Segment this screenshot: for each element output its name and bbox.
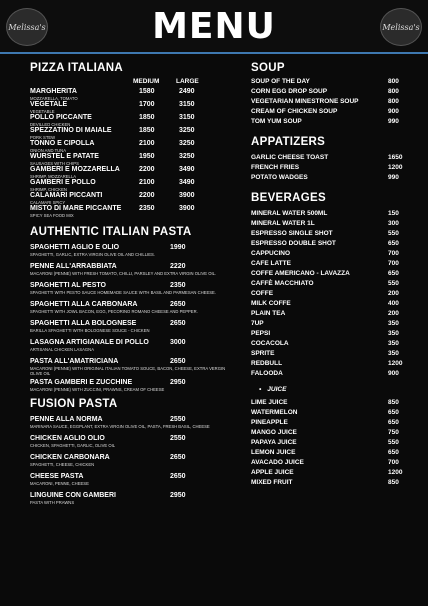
item-price: 800 (388, 88, 399, 95)
item-price: 990 (388, 174, 399, 181)
item-name: PENNE ALLA NORMA (30, 416, 103, 424)
large-header: LARGE (176, 78, 199, 85)
menu-item (251, 479, 406, 489)
item-name: TOM YUM SOUP (251, 118, 302, 125)
menu-item (251, 108, 406, 118)
item-name: SPEZZATINO DI MAIALE (30, 127, 112, 134)
item-price: 1200 (388, 469, 403, 476)
item-description: SPAGHETTI WITH PESTO SAUCE HOMEMADE SAUCE WITH BASIL AND PARMESAN CHEESE. (30, 289, 216, 295)
item-name: COFFE AMERICANO - LAVAZZA (251, 270, 350, 277)
menu-item (251, 469, 406, 479)
item-name: AVACADO JUICE (251, 459, 304, 466)
item-name: FRENCH FRIES (251, 164, 300, 171)
menu-item (251, 154, 406, 164)
medium-price: 2200 (139, 166, 155, 173)
section-title-beverages: BEVERAGES (251, 192, 326, 204)
menu-item (251, 429, 406, 439)
item-name: ESPRESSO SINGLE SHOT (251, 230, 333, 237)
item-price: 350 (388, 350, 399, 357)
item-name: COFFE (251, 290, 274, 297)
item-price: 400 (388, 300, 399, 307)
item-description: MACARONI (PENNE) WITH ORIGINAL ITALIAN TOMATO SOUCE, BACON, CHEESE, EXTRA VERGIN OLIVE OIL (30, 365, 226, 376)
item-name: POLLO PICCANTE (30, 114, 92, 121)
section-title-fusion: FUSION PASTA (30, 398, 118, 411)
item-name: CAFE LATTE (251, 260, 291, 267)
item-name: 7UP (251, 320, 264, 327)
item-price: 150 (388, 210, 399, 217)
section-title-juice: • JUICE (259, 386, 406, 393)
item-name: MANGO JUICE (251, 429, 297, 436)
menu-item (30, 301, 230, 317)
medium-price: 2100 (139, 140, 155, 147)
menu-item (251, 280, 406, 290)
section-title-soup: SOUP (251, 62, 285, 74)
left-column (30, 60, 230, 511)
menu-item (251, 174, 406, 184)
item-price: 650 (388, 409, 399, 416)
item-price: 700 (388, 260, 399, 267)
juice-list (251, 399, 406, 489)
fusion-list (30, 416, 230, 508)
item-price: 550 (388, 230, 399, 237)
item-price: 700 (388, 250, 399, 257)
item-name: CHICKEN CARBONARA (30, 454, 110, 462)
menu-item (251, 449, 406, 459)
menu-item (30, 127, 230, 140)
item-name: SPRITE (251, 350, 275, 357)
item-description: SPAGHETTI, CHEESE, CHICKEN (30, 462, 95, 468)
menu-item (251, 78, 406, 88)
restaurant-logo-right (380, 8, 422, 46)
large-price: 3490 (179, 179, 195, 186)
item-price: 350 (388, 320, 399, 327)
item-price: 1200 (388, 360, 403, 367)
item-price: 1650 (388, 154, 403, 161)
item-name: VEGETARIAN MINESTRONE SOUP (251, 98, 359, 105)
menu-item (30, 179, 230, 192)
item-price: 200 (388, 310, 399, 317)
menu-item (251, 459, 406, 469)
item-price: 2650 (170, 301, 186, 308)
large-price: 3250 (179, 140, 195, 147)
medium-price: 2100 (139, 179, 155, 186)
item-name: POTATO WADGES (251, 174, 308, 181)
item-name: WATERMELON (251, 409, 298, 416)
item-price: 700 (388, 459, 399, 466)
item-name: SPAGHETTI ALLA CARBONARA (30, 301, 138, 308)
item-description: BARILLA SPAGHETTI WITH BOLOGNESE SOUCE - CHICKEN (30, 327, 150, 333)
item-name: PASTA GAMBERI E ZUCCHINE (30, 379, 133, 387)
item-price: 550 (388, 439, 399, 446)
item-description: DEVILLED CHICKEN (30, 121, 71, 127)
item-price: 3000 (170, 339, 186, 346)
menu-item (251, 350, 406, 360)
item-name: SOUP OF THE DAY (251, 78, 310, 85)
pasta-list (30, 244, 230, 395)
large-price: 3150 (179, 114, 195, 121)
item-name: LINGUINE CON GAMBERI (30, 492, 116, 500)
header-divider (0, 52, 428, 54)
item-name: GAMBERI E POLLO (30, 179, 96, 186)
item-price: 2650 (170, 473, 186, 481)
item-name: LIME JUICE (251, 399, 288, 406)
menu-item (251, 439, 406, 449)
menu-item (30, 88, 230, 101)
medium-header: MEDIUM (133, 78, 160, 85)
menu-item (30, 192, 230, 205)
item-price: 800 (388, 78, 399, 85)
item-price: 2550 (170, 416, 186, 424)
menu-item (251, 409, 406, 419)
item-name: GARLIC CHEESE TOAST (251, 154, 329, 161)
item-price: 750 (388, 429, 399, 436)
menu-item (30, 282, 230, 298)
section-title-pasta: AUTHENTIC ITALIAN PASTA (30, 226, 192, 238)
menu-header (0, 0, 428, 52)
item-name: VEGETALE (30, 101, 68, 108)
item-price: 2650 (170, 454, 186, 462)
menu-item (251, 210, 406, 220)
item-price: 990 (388, 118, 399, 125)
menu-item (30, 101, 230, 114)
medium-price: 1700 (139, 101, 155, 108)
item-name: WURSTEL E PATATE (30, 153, 99, 160)
item-description: SPAGHETTI, GARLIC, EXTRA VIRGIN OLIVE OIL AND CHILLIES. (30, 251, 155, 257)
menu-item (251, 330, 406, 340)
item-description: VEGETABLE (30, 108, 55, 114)
logo-text: Melissa's (8, 22, 46, 32)
menu-item (251, 419, 406, 429)
item-description: MACARONI (PENNE) WITH ZUCCINI, PRAWNS, CREAM OF CHEESE (30, 387, 165, 393)
menu-item (30, 205, 230, 218)
item-name: PASTA ALL'AMATRICIANA (30, 358, 119, 365)
menu-item (30, 379, 230, 395)
item-name: PLAIN TEA (251, 310, 286, 317)
menu-item (251, 370, 406, 380)
item-name: CALAMARI PICCANTI (30, 192, 103, 199)
item-price: 200 (388, 290, 399, 297)
item-name: FALOODA (251, 370, 283, 377)
item-name: MARGHERITA (30, 88, 77, 95)
menu-item (30, 454, 230, 470)
item-price: 2950 (170, 492, 186, 500)
menu-item (251, 250, 406, 260)
item-name: CORN EGG DROP SOUP (251, 88, 328, 95)
item-price: 800 (388, 98, 399, 105)
menu-item (251, 240, 406, 250)
item-description: SAUSAGES WITH CHIPS (30, 160, 79, 166)
item-price: 1200 (388, 164, 403, 171)
medium-price: 1950 (139, 153, 155, 160)
medium-price: 2200 (139, 192, 155, 199)
item-description: PASTA WITH PRAWNS (30, 500, 75, 506)
menu-item (251, 399, 406, 409)
item-price: 850 (388, 399, 399, 406)
item-name: REDBULL (251, 360, 283, 367)
item-price: 850 (388, 479, 399, 486)
section-title-pizza: PIZZA ITALIANA (30, 62, 123, 74)
menu-title: MENU (152, 6, 276, 47)
item-description: CALAMARI SPICY (30, 199, 66, 205)
item-name: SPAGHETTI AL PESTO (30, 282, 106, 289)
item-name: LASAGNA ARTIGIANALE DI POLLO (30, 339, 149, 346)
item-name: MISTO DI MARE PICCANTE (30, 205, 122, 212)
logo-text: Melissa's (382, 22, 420, 32)
item-price: 2650 (170, 358, 186, 365)
item-name: TONNO E CIPOLLA (30, 140, 95, 147)
soup-list (251, 78, 406, 128)
menu-item (30, 140, 230, 153)
item-name: SPAGHETTI ALLA BOLOGNESE (30, 320, 137, 327)
menu-item (251, 118, 406, 128)
menu-item (251, 320, 406, 330)
large-price: 3250 (179, 127, 195, 134)
item-description: ARTISANAL CHICKEN LASAGNA (30, 346, 94, 352)
large-price: 3900 (179, 205, 195, 212)
item-name: PINEAPPLE (251, 419, 288, 426)
menu-item (251, 360, 406, 370)
section-title-appetizers: APPATIZERS (251, 136, 326, 148)
menu-item (30, 114, 230, 127)
large-price: 3900 (179, 192, 195, 199)
item-price: 2650 (170, 320, 186, 327)
item-description: SHRIMP, CHICKEN (30, 186, 67, 192)
item-price: 350 (388, 340, 399, 347)
menu-item (251, 220, 406, 230)
item-name: COCACOLA (251, 340, 289, 347)
item-price: 2220 (170, 263, 186, 270)
item-name: MINERAL WATER 1L (251, 220, 315, 227)
menu-item (251, 340, 406, 350)
menu-item (30, 473, 230, 489)
menu-item (251, 164, 406, 174)
right-column (251, 60, 406, 489)
pizza-column-headers (30, 78, 230, 88)
item-name: GAMBERI E MOZZARELLA (30, 166, 120, 173)
menu-item (30, 153, 230, 166)
item-price: 650 (388, 270, 399, 277)
appetizers-list (251, 154, 406, 184)
beverages-list (251, 210, 406, 380)
menu-item (30, 358, 230, 376)
item-name: PAPAYA JUICE (251, 439, 297, 446)
item-price: 300 (388, 220, 399, 227)
medium-price: 1850 (139, 114, 155, 121)
item-description: MOZZARELLA, TOMATO (30, 95, 78, 101)
item-name: PEPSI (251, 330, 271, 337)
menu-item (251, 88, 406, 98)
item-description: CHICKEN, SPAGHETTI, GARLIC, OLIVE OIL (30, 443, 116, 449)
menu-item (251, 290, 406, 300)
menu-item (30, 492, 230, 508)
item-description: PORK STEW (30, 134, 56, 140)
item-price: 650 (388, 419, 399, 426)
item-description: MACARONI, PENNE, CHEESE (30, 481, 89, 487)
item-name: CAPPUCINO (251, 250, 291, 257)
large-price: 3250 (179, 153, 195, 160)
menu-item (30, 416, 230, 432)
item-price: 350 (388, 330, 399, 337)
item-name: PENNE ALL'ARRABBIATA (30, 263, 117, 270)
large-price: 3150 (179, 101, 195, 108)
item-name: MINERAL WATER 500ML (251, 210, 328, 217)
item-name: CHEESE PASTA (30, 473, 84, 481)
item-description: SPICY SEA FOOD MIX (30, 212, 74, 218)
item-price: 2350 (170, 282, 186, 289)
item-price: 1990 (170, 244, 186, 251)
item-description: SPAGHETTI WITH JOWL BACON, EGG, PECORINO ROMANO CHEESE AND PEPPER. (30, 308, 198, 314)
item-description: MACARONI (PENNE) WITH FRESH TOMATO, CHILLI, PARSLEY AND EXTRA VIRGIN OLIVE OIL. (30, 270, 217, 276)
pizza-list (30, 88, 230, 218)
item-name: CHICKEN AGLIO OLIO (30, 435, 105, 443)
menu-item (30, 435, 230, 451)
item-description: ONION AND TUNA (30, 147, 66, 153)
menu-item (30, 320, 230, 336)
menu-item (30, 263, 230, 279)
item-name: MILK COFFE (251, 300, 291, 307)
menu-item (251, 260, 406, 270)
item-description: MARINARA SAUCE, EGGPLANT, EXTRA VIRGIN OLIVE OIL, PASTA, FRESH BASIL, CHEESE (30, 424, 210, 430)
medium-price: 1580 (139, 88, 155, 95)
item-price: 2550 (170, 435, 186, 443)
item-name: SPAGHETTI AGLIO E OLIO (30, 244, 120, 251)
menu-item (251, 98, 406, 108)
menu-item (251, 270, 406, 280)
menu-item (30, 166, 230, 179)
item-name: MIXED FRUIT (251, 479, 293, 486)
medium-price: 1850 (139, 127, 155, 134)
menu-item (251, 230, 406, 240)
item-name: CAFFÈ MACCHIATO (251, 280, 314, 287)
item-name: CREAM OF CHICKEN SOUP (251, 108, 338, 115)
menu-item (30, 244, 230, 260)
large-price: 2490 (179, 88, 195, 95)
item-price: 900 (388, 108, 399, 115)
item-price: 650 (388, 240, 399, 247)
item-name: ESPRESSO DOUBLE SHOT (251, 240, 336, 247)
medium-price: 2350 (139, 205, 155, 212)
item-price: 650 (388, 449, 399, 456)
menu-item (251, 310, 406, 320)
item-price: 2950 (170, 379, 186, 387)
large-price: 3490 (179, 166, 195, 173)
item-description: SHRIMP, MOZZARELLA (30, 173, 76, 179)
menu-item (251, 300, 406, 310)
item-name: LEMON JUICE (251, 449, 296, 456)
item-name: APPLE JUICE (251, 469, 294, 476)
item-price: 900 (388, 370, 399, 377)
menu-item (30, 339, 230, 355)
item-price: 550 (388, 280, 399, 287)
